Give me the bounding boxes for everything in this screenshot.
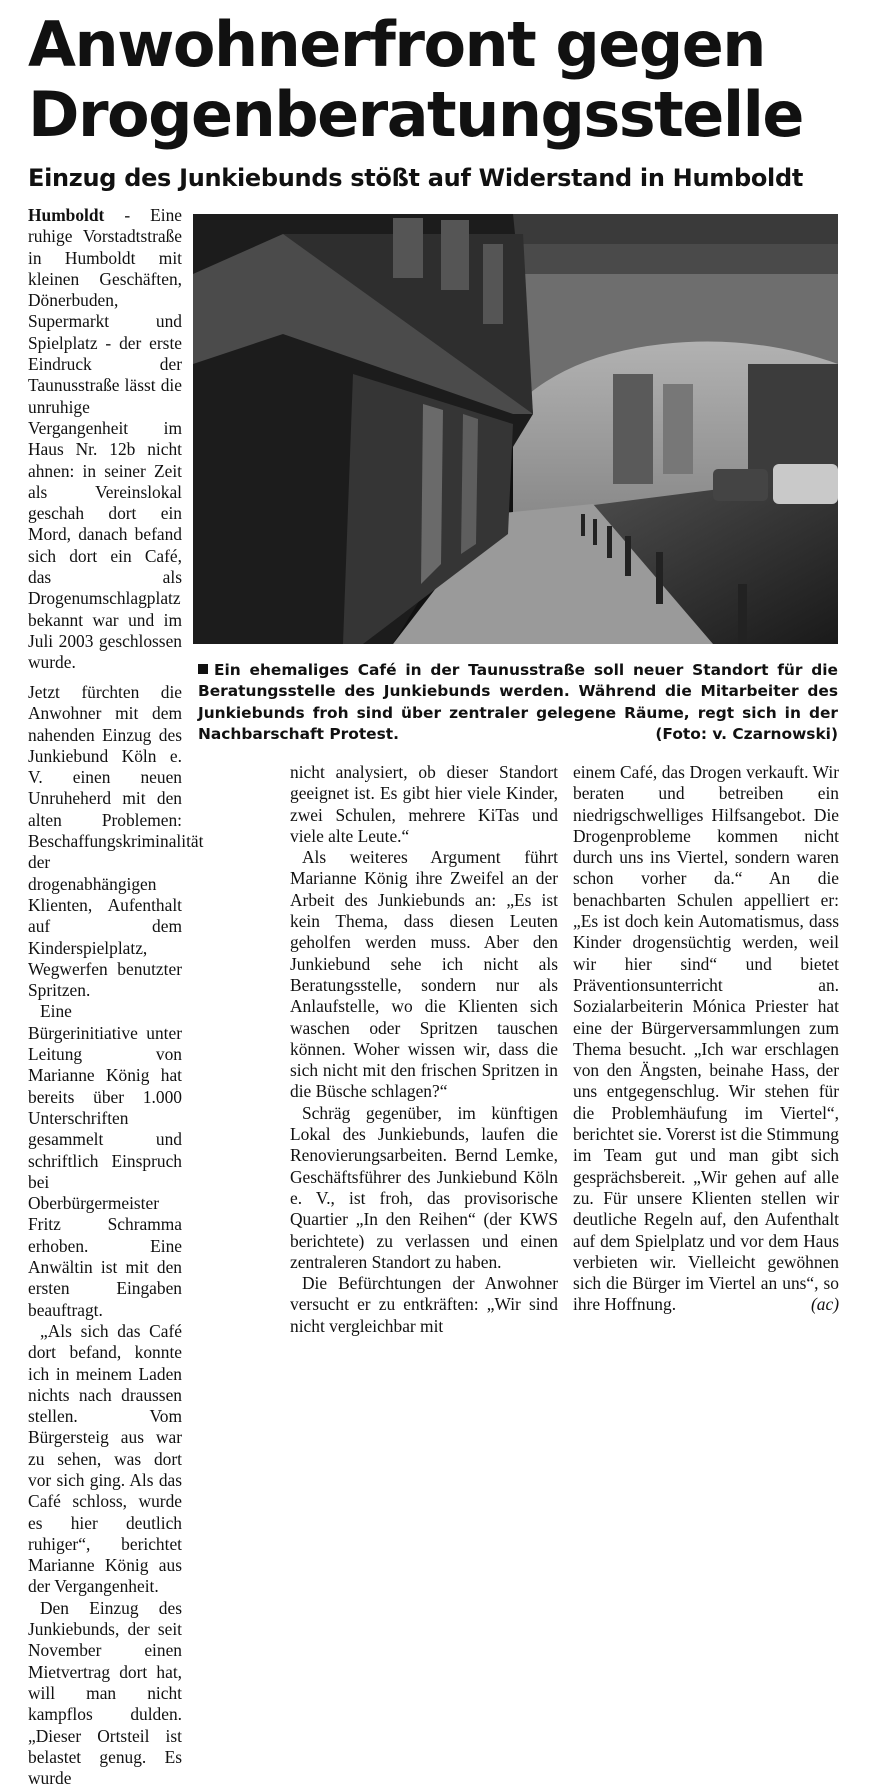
paragraph: Schräg gegenüber, im künftigen Lokal des Junkiebunds, laufen die Renovierungsarbeiten. Bernd Lemke, Geschäftsführer des Junkiebund Köln e. V., ist froh, das provisorische Quartier „In den Reihen“ (der KWS berichtete) zu verlassen und einen zentraleren Standort zu haben. [290, 1102, 558, 1272]
column-3 [573, 762, 839, 1316]
paragraph: nicht analysiert, ob dieser Standort geeignet ist. Es gibt hier viele Kinder, zwei Schulen, mehrere KiTas und viele alte Leute.“ [290, 762, 558, 846]
paragraph: Den Einzug des Junkiebunds, der seit November einen Mietvertrag dort hat, will man nicht kampflos dulden. „Dieser Ortsteil ist belastet genug. Es wurde [28, 1597, 182, 1789]
column-2 [290, 762, 558, 1337]
paragraph-text: - Eine ruhige Vorstadtstraße in Humboldt mit kleinen Geschäften, Dönerbuden, Supermarkt und Spielplatz - der erste Eindruck der Taunusstraße lässt die unruhige Vergangenheit im Haus Nr. 12b nicht ahnen: in seiner Zeit als Vereinslokal geschah dort ein Mord, danach befand sich dort ein Café, das als Drogenumschlagplatz bekannt war und im Juli 2003 geschlossen wurde. [28, 205, 182, 673]
paragraph [28, 205, 182, 674]
dateline: Humboldt [28, 205, 105, 225]
paragraph: „Als sich das Café dort befand, konnte ich in meinem Laden nichts nach draussen stellen. Vom Bürgersteig aus war zu sehen, was dort vor sich ging. Als das Café schloss, wurde es hier deutlich ruhiger“, berichtet Marianne König aus der Vergangenheit. [28, 1320, 182, 1597]
subheadline: Einzug des Junkiebunds stößt auf Widerstand in Humboldt [28, 164, 804, 192]
photo-credit: (Foto: v. Czarnowski) [655, 725, 838, 744]
paragraph [573, 762, 839, 1316]
paragraph: Die Befürchtungen der Anwohner versucht er zu entkräften: „Wir sind nicht vergleichbar mit [290, 1273, 558, 1336]
headline-line-2: Drogenberatungsstelle [28, 78, 803, 151]
author-initials: (ac) [811, 1294, 839, 1315]
paragraph: Jetzt fürchten die Anwohner mit dem nahenden Einzug des Junkiebund Köln e. V. einen neuen Unruheherd mit den alten Problemen: Beschaffungskriminalität der drogenabhängigen Klienten, Aufenthalt auf dem Kinderspielplatz, Wegwerfen benutzter Spritzen. [28, 682, 204, 1001]
headline-line-1: Anwohnerfront gegen [28, 8, 765, 81]
caption-text: Ein ehemaliges Café in der Taunusstraße soll neuer Standort für die Beratungsstelle des Junkiebunds werden. Während die Mitarbeiter des Junkiebunds froh sind über zentraler gelegene Räume, regt sich in der Nachbarschaft Protest. [198, 661, 838, 743]
headline [28, 10, 858, 150]
street-photo [193, 214, 838, 644]
paragraph-text: einem Café, das Drogen verkauft. Wir beraten und betreiben ein niedrigschwelliges Hilfsangebot. Die Drogenprobleme kommen nicht durch uns ins Viertel, sondern waren schon vorher da.“ An die benachbarten Schulen appelliert er: „Es ist doch kein Automatismus, dass Kinder drogensüchtig werden, weil wir hier sind“ und bietet Präventionsunterricht an. Sozialarbeiterin Mónica Priester hat eine der Bürgerversammlungen zum Thema besucht. „Ich war erschlagen von den Ängsten, beinahe Hass, der uns entgegenschlug. Wir stehen für die Problemhäufung im Viertel“, berichtet sie. Vorerst ist die Stimmung im Team gut und man gibt sich gesprächsbereit. „Wir gehen auf alle zu. Für unsere Klienten stellen wir deutliche Regeln auf, den Aufenthalt auf dem Spielplatz und vor dem Haus verbieten wir. Vielleicht gewöhnen sich die Bürger im Viertel an uns“, so ihre Hoffnung. [573, 762, 839, 1315]
paragraph: Eine Bürgerinitiative unter Leitung von Marianne König hat bereits über 1.000 Unterschriften gesammelt und schriftlich Einspruch bei Oberbürgermeister Fritz Schramma erhoben. Eine Anwältin ist mit den ersten Eingaben beauftragt. [28, 1001, 182, 1320]
caption-bullet-icon [198, 664, 208, 674]
column-1-bottom [28, 682, 204, 1789]
column-1-top [28, 205, 182, 674]
photo-caption [198, 660, 838, 745]
paragraph: Als weiteres Argument führt Marianne König ihre Zweifel an der Arbeit des Junkiebunds an: „Es ist kein Thema, dass diesen Leuten geholfen werden muss. Aber den Junkiebund sehe ich nicht als Beratungsstelle, sondern nur als Anlaufstelle, wo die Klienten sich waschen oder Spritzen tauschen können. Woher wissen wir, dass die sich nicht mit den frischen Spritzen in die Büsche schlagen?“ [290, 847, 558, 1102]
